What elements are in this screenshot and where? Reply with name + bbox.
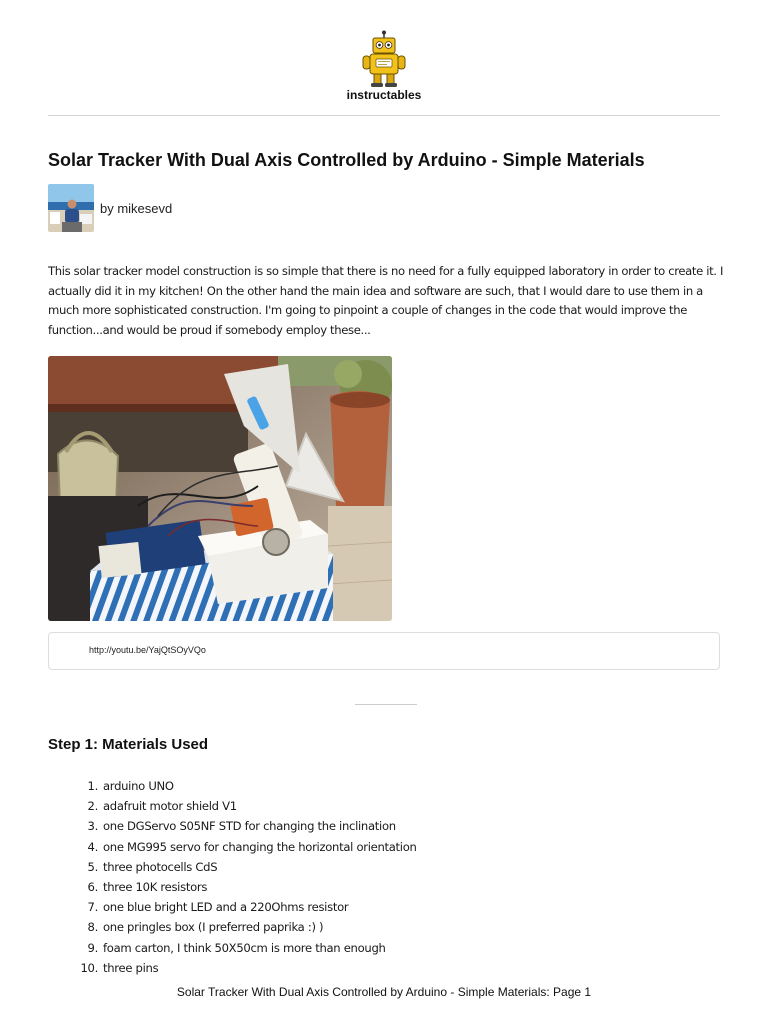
materials-list	[48, 776, 417, 978]
list-item-text: three photocells CdS	[103, 859, 218, 874]
avatar[interactable]	[48, 184, 94, 232]
step-1-title: Step 1: Materials Used	[48, 736, 209, 753]
video-embed-box[interactable]	[48, 632, 720, 670]
list-item	[48, 938, 417, 958]
list-item	[48, 796, 417, 816]
section-divider	[355, 704, 417, 705]
list-item-text: foam carton, I think 50X50cm is more than enough	[103, 940, 386, 955]
page-footer: Solar Tracker With Dual Axis Controlled by Arduino - Simple Materials: Page 1	[176, 985, 592, 999]
list-item-number: 9.	[87, 940, 98, 955]
author-byline[interactable]: by mikesevd	[100, 201, 173, 216]
list-item-text: one DGServo S05NF STD for changing the inclination	[103, 819, 396, 834]
list-item-number: 1.	[87, 779, 98, 793]
list-item	[48, 816, 417, 836]
main-photo	[48, 356, 392, 621]
list-item	[48, 857, 417, 877]
intro-paragraph: This solar tracker model construction is so simple that there is no need for a fully equipped laboratory in order to create it. I actually did it in my kitchen! On the other hand the main idea and software are such, that I would dare to use them in a much more sophisticated construction. I'm going to pinpoint a couple of changes in the code that would improve the function...and would be proud if somebody employ these...	[48, 264, 724, 337]
list-item-text: one pringles box (I preferred paprika :) )	[103, 920, 324, 935]
list-item-text: three pins	[103, 960, 159, 975]
site-header	[0, 30, 768, 102]
list-item-text: one blue bright LED and a 220Ohms resistor	[103, 900, 349, 915]
list-item-number: 3.	[87, 819, 98, 834]
list-item-number: 5.	[87, 859, 98, 874]
list-item	[48, 897, 417, 917]
list-item-number: 8.	[87, 920, 98, 935]
list-item-number: 4.	[87, 839, 98, 854]
list-item	[48, 917, 417, 937]
list-item	[48, 776, 417, 796]
list-item-text: three 10K resistors	[103, 879, 208, 894]
list-item-text: one MG995 servo for changing the horizontal orientation	[103, 839, 417, 854]
list-item-number: 2.	[87, 799, 98, 814]
list-item-number: 10.	[80, 960, 98, 975]
list-item-number: 6.	[87, 879, 98, 894]
robot-mascot-icon[interactable]	[359, 30, 409, 88]
video-link[interactable]: http://youtu.be/YajQtSOyVQo	[89, 645, 206, 655]
list-item	[48, 837, 417, 857]
list-item-number: 7.	[87, 900, 98, 915]
list-item-text: arduino UNO	[103, 779, 174, 793]
list-item	[48, 958, 417, 978]
list-item	[48, 877, 417, 897]
page-title: Solar Tracker With Dual Axis Controlled by Arduino - Simple Materials	[48, 150, 645, 170]
brand-name[interactable]: instructables	[346, 88, 422, 102]
list-item-text: adafruit motor shield V1	[103, 799, 237, 814]
header-divider	[48, 115, 720, 116]
author-block	[48, 184, 172, 232]
